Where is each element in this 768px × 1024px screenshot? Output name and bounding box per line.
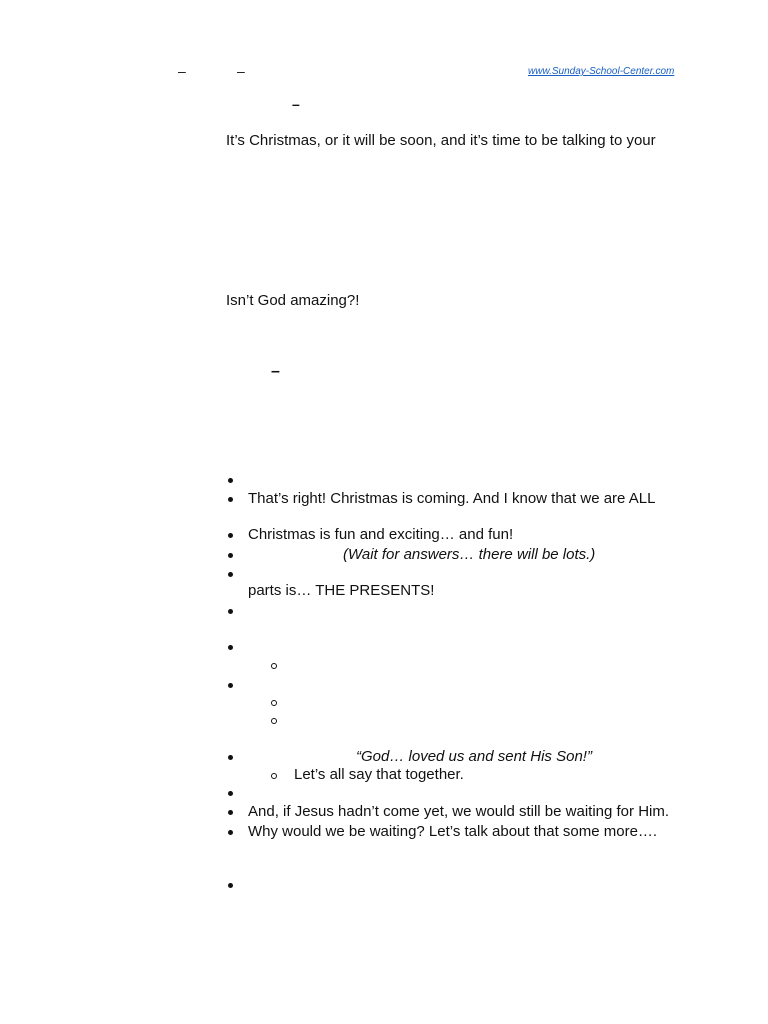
list-item: Why would we be waiting? Let’s talk about that some more….: [248, 823, 658, 840]
list-item: And, if Jesus hadn’t come yet, we would still be waiting for Him.: [248, 803, 670, 820]
sub-bullet-marker: [271, 773, 277, 779]
list-item: Christmas is fun and exciting… and fun!: [248, 526, 514, 543]
sub-bullet-marker: [271, 718, 277, 724]
section-dash: –: [271, 363, 280, 380]
bullet-marker: [228, 830, 233, 835]
bullet-marker: [228, 755, 233, 760]
bullet-marker: [228, 553, 233, 558]
list-item-continuation: parts is… THE PRESENTS!: [248, 582, 435, 599]
intro-paragraph: It’s Christmas, or it will be soon, and it’s time to be talking to your: [226, 132, 656, 149]
title-dash: –: [292, 96, 300, 112]
bullet-marker: [228, 572, 233, 577]
bullet-marker: [228, 645, 233, 650]
bullet-marker: [228, 683, 233, 688]
header-dash: –: [237, 63, 245, 79]
header-dash: –: [178, 63, 186, 79]
bullet-marker: [228, 478, 233, 483]
sub-bullet-marker: [271, 663, 277, 669]
bullet-marker: [228, 883, 233, 888]
sub-list-item: Let’s all say that together.: [294, 766, 464, 783]
bullet-marker: [228, 497, 233, 502]
sub-bullet-marker: [271, 700, 277, 706]
website-link[interactable]: www.Sunday-School-Center.com: [528, 66, 675, 77]
bullet-marker: [228, 533, 233, 538]
bullet-marker: [228, 609, 233, 614]
list-item: (Wait for answers… there will be lots.): [343, 546, 596, 563]
bullet-marker: [228, 791, 233, 796]
list-item: That’s right! Christmas is coming. And I know that we are ALL: [248, 490, 656, 507]
list-item: “God… loved us and sent His Son!”: [356, 748, 592, 765]
bullet-marker: [228, 810, 233, 815]
amazing-paragraph: Isn’t God amazing?!: [226, 292, 360, 309]
